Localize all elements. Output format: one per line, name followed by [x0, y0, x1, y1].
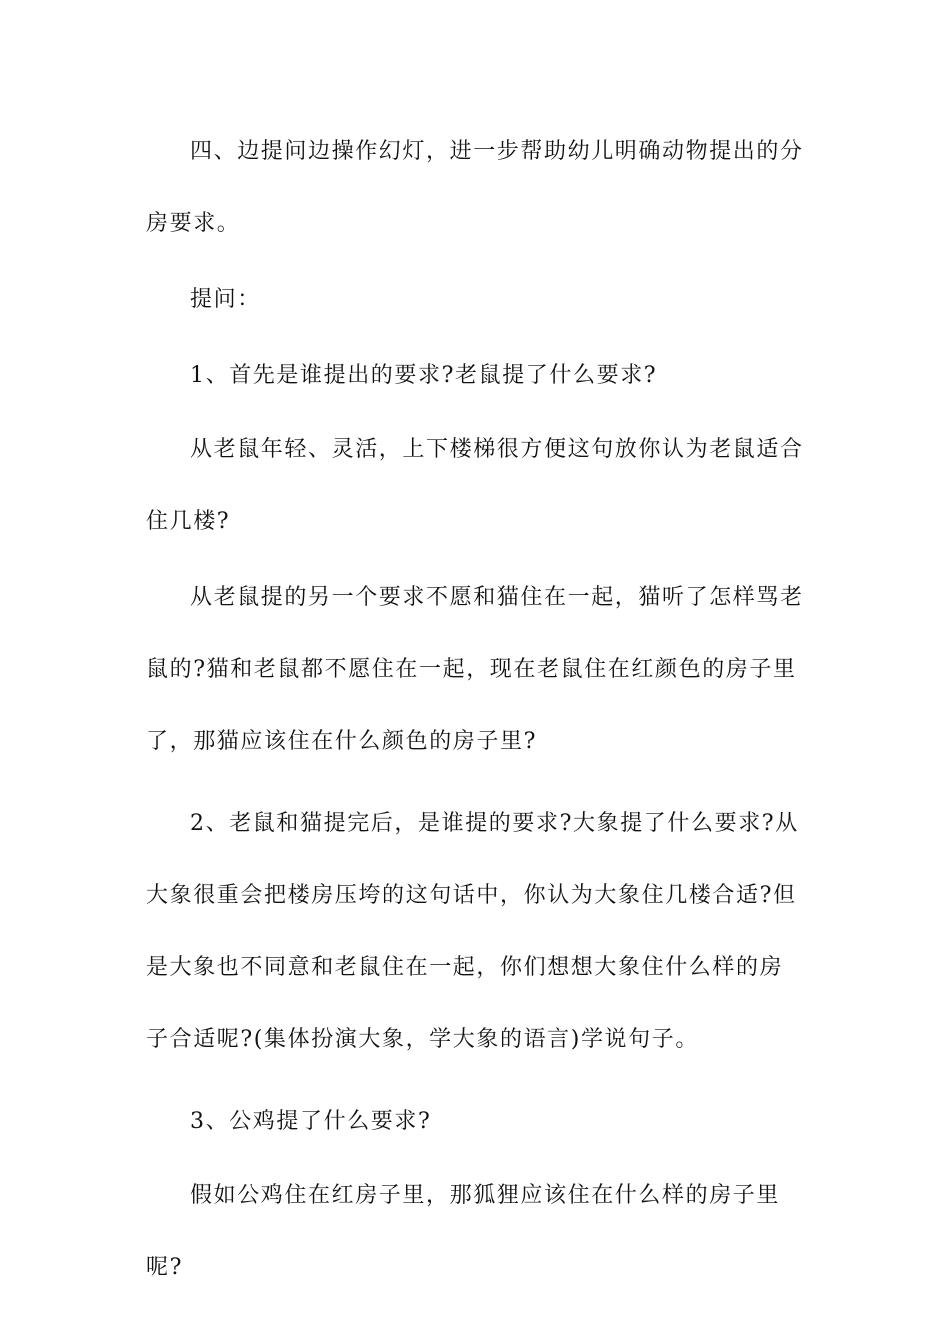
paragraph-mouse-floor: 从老鼠年轻、灵活，上下楼梯很方便这句放你认为老鼠适合住几楼?	[146, 437, 804, 534]
paragraph-mouse-cat: 从老鼠提的另一个要求不愿和猫住在一起，猫听了怎样骂老鼠的?猫和老鼠都不愿住在一起，现在老鼠住在红颜色的房子里了，那猫应该住在什么颜色的房子里?	[146, 585, 804, 754]
paragraph-question-label: 提问：	[190, 287, 261, 312]
paragraph-question-1: 1、首先是谁提出的要求?老鼠提了什么要求?	[190, 363, 658, 388]
paragraph-question-3: 3、公鸡提了什么要求?	[190, 1109, 432, 1134]
paragraph-rooster-fox: 假如公鸡住在红房子里，那狐狸应该住在什么样的房子里呢?	[146, 1183, 781, 1280]
paragraph-question-2: 2、老鼠和猫提完后，是谁提的要求?大象提了什么要求?从大象很重会把楼房压垮的这句话中，你认为大象住几楼合适?但是大象也不同意和老鼠住在一起，你们想想大象住什么样的房子合适呢?(集体扮演大象，学大象的语言)学说句子。	[146, 811, 799, 1052]
paragraph-section-four: 四、边提问边操作幻灯，进一步帮助幼儿明确动物提出的分房要求。	[146, 139, 804, 236]
